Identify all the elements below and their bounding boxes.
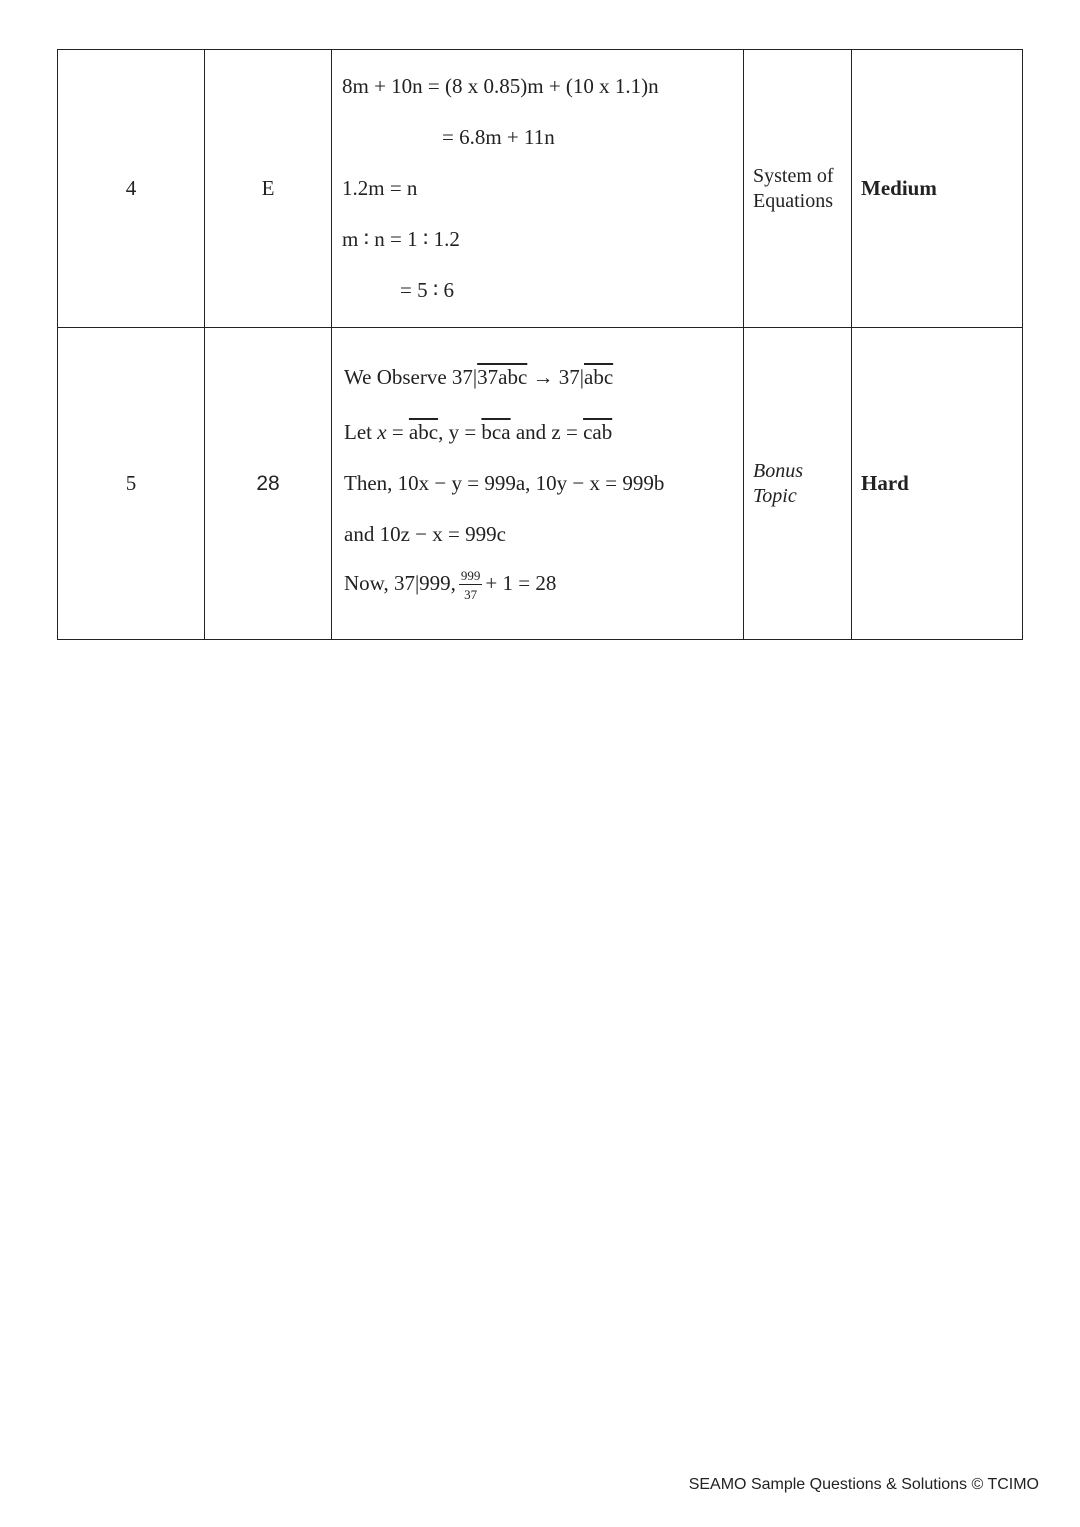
- working-line: 8m + 10n = (8 x 0.85)m + (10 x 1.1)n: [342, 74, 659, 98]
- overline-number: 37abc: [477, 364, 528, 389]
- working-line: [344, 569, 743, 601]
- working-text: We Observe 37|: [344, 364, 478, 389]
- solutions-table: [57, 49, 1023, 640]
- table-row: [58, 328, 1023, 640]
- working-text: → 37|: [527, 364, 585, 389]
- overline-number: $\overline{bca}$: [481, 419, 511, 444]
- topic-line: Topic: [753, 484, 797, 507]
- working-line: = 5 ∶ 6: [400, 278, 455, 302]
- fraction-numerator: 999: [460, 567, 481, 583]
- overline-number: $\overline{abc}$: [408, 419, 439, 444]
- variable-x: x: [377, 419, 387, 444]
- working-line: 1.2m = n: [342, 176, 418, 200]
- topic-cell: [744, 328, 852, 640]
- fraction: [459, 569, 483, 601]
- working-cell: [332, 50, 744, 328]
- working-text: =: [386, 419, 409, 444]
- working-text: Now, 37|999,: [344, 570, 456, 595]
- working-line: and 10z − x = 999c: [344, 521, 506, 546]
- overline-number: $\overline{cab}$: [583, 419, 613, 444]
- answer-cell: 28: [205, 328, 332, 640]
- difficulty-cell: Hard: [852, 328, 1023, 640]
- overline-number: $\overline{abc}$: [584, 364, 614, 389]
- working-line: [344, 364, 743, 389]
- fraction-denominator: 37: [464, 586, 478, 602]
- working-line: m ∶ n = 1 ∶ 1.2: [342, 227, 460, 251]
- question-number: 4: [58, 50, 205, 328]
- working-line: Then, 10x − y = 999a, 10y − x = 999b: [344, 470, 665, 495]
- working-cell: [332, 328, 744, 640]
- topic-cell: [744, 50, 852, 328]
- working-text: + 1 = 28: [485, 570, 557, 595]
- page-footer: SEAMO Sample Questions & Solutions © TCIMO: [688, 1476, 1039, 1493]
- working-text: and z =: [510, 419, 584, 444]
- table-row: [58, 50, 1023, 328]
- topic-line: Bonus: [753, 459, 803, 482]
- difficulty-cell: Medium: [852, 50, 1023, 328]
- question-number: 5: [58, 328, 205, 640]
- topic-line: Equations: [753, 189, 833, 212]
- answer-cell: E: [205, 50, 332, 328]
- working-line: = 6.8m + 11n: [442, 125, 555, 149]
- working-line: [344, 419, 743, 444]
- topic-line: System of: [753, 164, 834, 187]
- working-text: Let: [344, 419, 378, 444]
- working-text: , y =: [438, 419, 482, 444]
